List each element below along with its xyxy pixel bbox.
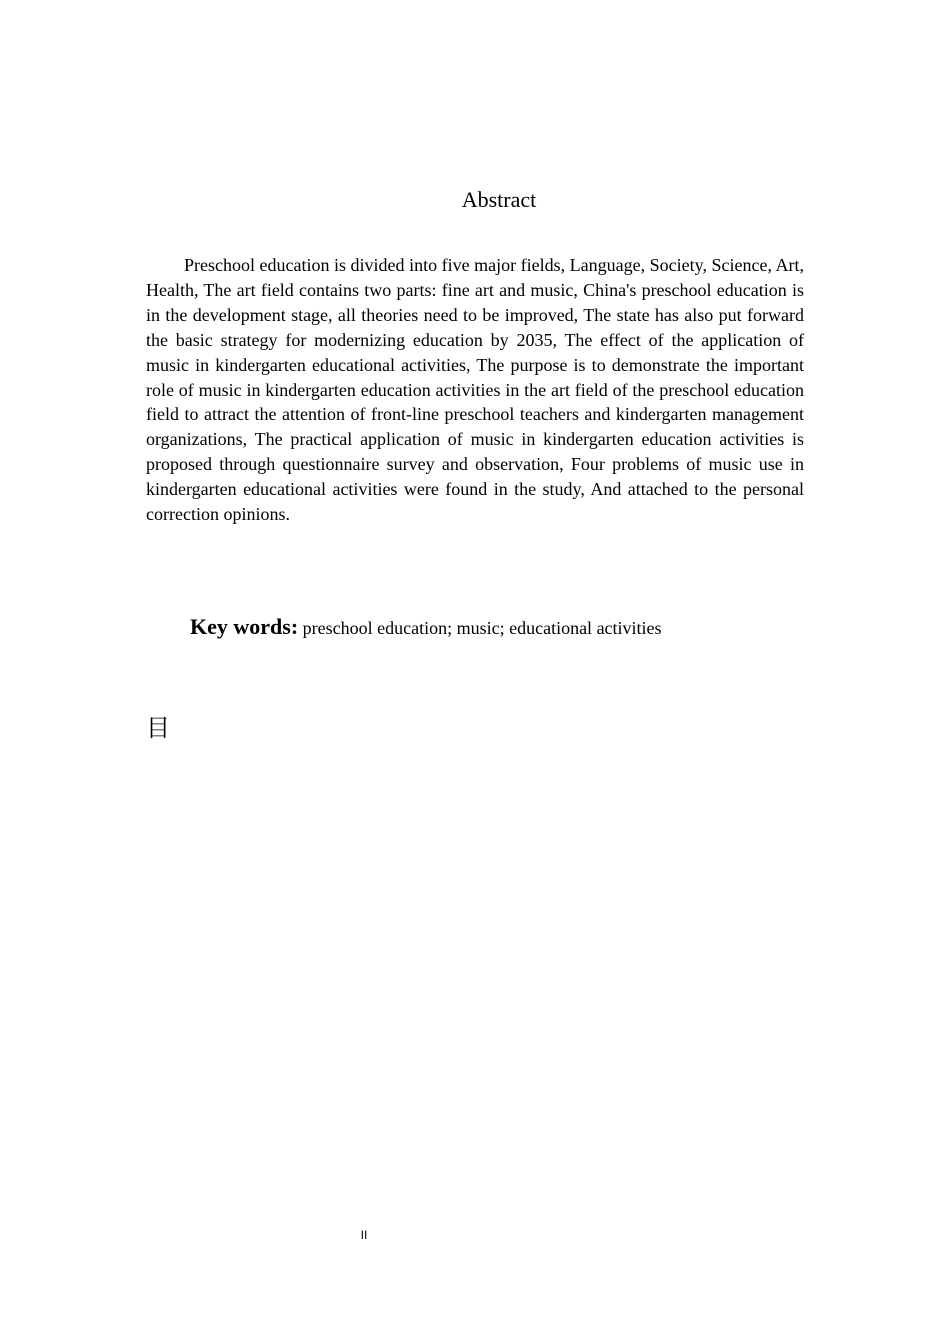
abstract-title: Abstract (461, 187, 537, 212)
keywords-label: Key words: (190, 614, 299, 639)
toc-heading-fragment: 目 (146, 714, 170, 742)
keywords-text: preschool education; music; educational activities (298, 618, 662, 638)
abstract-body: Preschool education is divided into five major fields, Language, Society, Science, Art, Health, The art field contains two parts: fine art and music, China's preschool education is in the development stage, all theories need to be improved, The state has also put forward the basic strategy for modernizing education by 2035, The effect of the application of music in kindergarten educational activities, The purpose is to demonstrate the important role of music in kindergarten education activities in the art field of the preschool education field to attract the attention of front-line preschool teachers and kindergarten management organizations, The practical application of music in kindergarten education activities is proposed through questionnaire survey and observation, Four problems of music use in kindergarten educational activities were found in the study, And attached to the personal correction opinions. (146, 255, 804, 525)
keywords-line (190, 612, 830, 643)
page-number: II (360, 1228, 368, 1242)
